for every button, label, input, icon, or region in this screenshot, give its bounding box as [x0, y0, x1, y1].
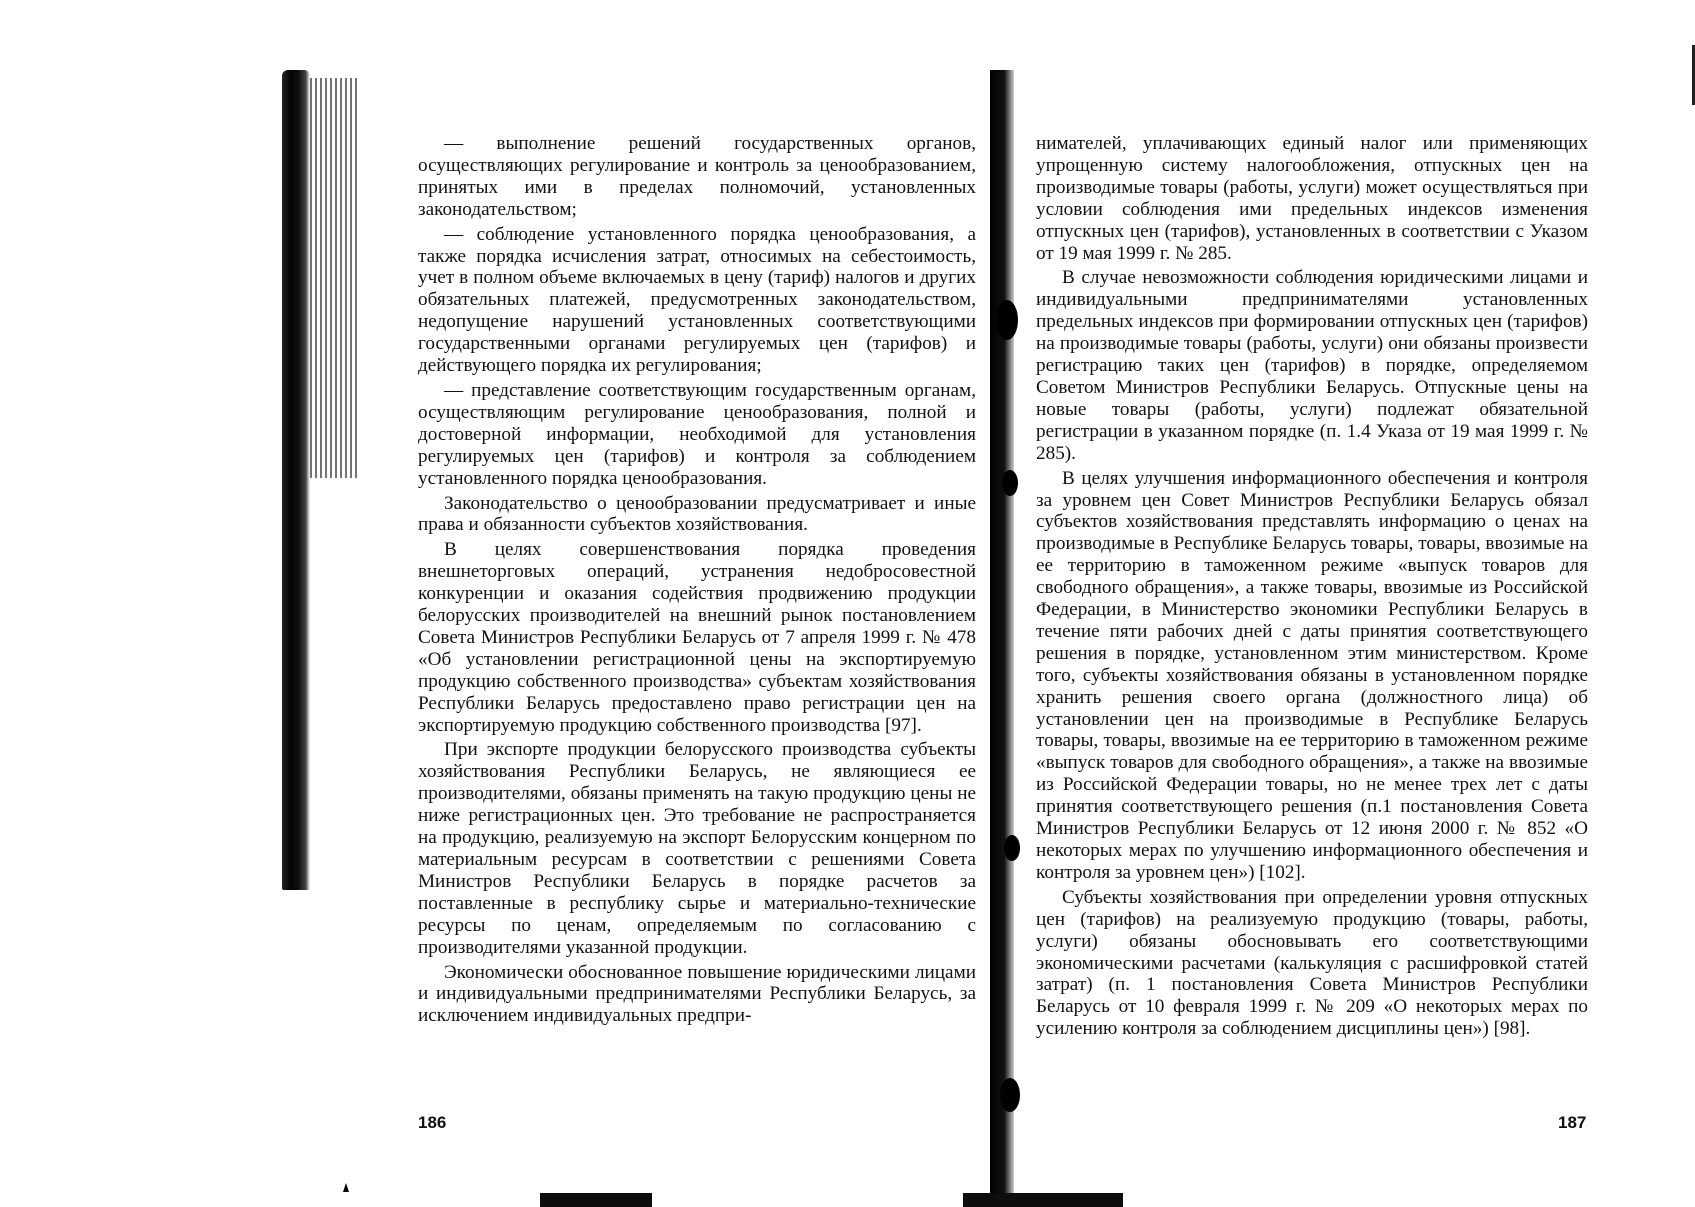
right-page — [990, 0, 1695, 1207]
paragraph: При экспорте продукции белорусского производства субъекты хозяйствования Республики Беларусь, не являющиеся ее производителями, обязаны применять на такую продукцию цены не ниже регистрационных цен. Это требование не распространяется на продукцию, реализуемую на экспорт Белорусским концерном по материальным ресурсам в соответствии с решениями Совета Министров Республики Беларусь в порядке расчетов за поставленные в республику сырье и материально-технические ресурсы по ценам, определяемым по согласованию с производителями указанной продукции. — [418, 739, 976, 958]
page-number: 187 — [1558, 1113, 1587, 1132]
left-page-text — [418, 133, 976, 1030]
paragraph: — выполнение решений государственных органов, осуществляющих регулирование и контроль за ценообразованием, принятых ими в пределах полномочий, установленных законодательством; — [418, 133, 976, 220]
page-number: 186 — [418, 1113, 447, 1132]
paragraph: — представление соответствующим государственным органам, осуществляющим регулирование ценообразования, полной и достоверной информации, необходимой для установления регулируемых цен (тарифов) и контроля за соблюдением установленного порядка ценообразования. — [418, 379, 976, 489]
paragraph: В целях улучшения информационного обеспечения и контроля за уровнем цен Совет Министров Республики Беларусь обязал субъектов хозяйствования представлять информацию о ценах на производимые в Республике Беларусь товары, товары, ввозимые на ее территорию в таможенном режиме «выпуск товаров для свободного обращения», а также товары, ввозимые из Российской Федерации, в Министерство экономики Республики Беларусь в течение пяти рабочих дней с даты принятия соответствующего решения в порядке, установленном этим министерством. Кроме того, субъекты хозяйствования обязаны в установленном порядке хранить решения своего органа (должностного лица) об установлении цен на производимые в Республике Беларусь товары, товары, ввозимые на ее территорию в таможенном режиме «выпуск товаров для свободного обращения», а также на ввозимые из Российской Федерации товары, но не менее трех лет с даты принятия соответствующего решения (п.1 постановления Совета Министров Республики Беларусь от 12 июня 2000 г. № 852 «О некоторых мерах по улучшению информационного обеспечения и контроля за уровнем цен») [102]. — [1036, 467, 1588, 883]
paragraph: — соблюдение установленного порядка ценообразования, а также порядка исчисления затрат, относимых на себестоимость, учет в полном объеме включаемых в цену (тариф) налогов и других обязательных платежей, предусмотренных законодательством, недопущение нарушений установленных соответствующими государственными органами регулируемых цен (тарифов) и действующего порядка их регулирования; — [418, 223, 976, 377]
paragraph: В случае невозможности соблюдения юридическими лицами и индивидуальными предпринимателями установленных предельных индексов при формировании отпускных цен (тарифов) на производимые товары (работы, услуги) они обязаны произвести регистрацию таких цен (тарифов) в порядке, определяемом Советом Министров Республики Беларусь. Отпускные цены на новые товары (работы, услуги) подлежат обязательной регистрации в указанном порядке (п. 1.4 Указа от 19 мая 1999 г. № 285). — [1036, 267, 1588, 464]
right-page-text — [1036, 133, 1588, 1043]
paragraph: Субъекты хозяйствования при определении уровня отпускных цен (тарифов) на реализуемую продукцию (товары, работы, услуги) обязаны обосновывать его соответствующими экономическими расчетами (калькуляция с расшифровкой статей затрат) (п. 1 постановления Совета Министров Республики Беларусь от 10 февраля 1999 г. № 209 «О некоторых мерах по усилению контроля за соблюдением дисциплины цен») [98]. — [1036, 886, 1588, 1040]
paragraph: Законодательство о ценообразовании предусматривает и иные права и обязанности субъектов хозяйствования. — [418, 492, 976, 536]
paragraph: Экономически обоснованное повышение юридическими лицами и индивидуальными предпринимателями Республики Беларусь, за исключением индивидуальных предпри- — [418, 961, 976, 1027]
paragraph: В целях совершенствования порядка проведения внешнеторговых операций, устранения недобросовестной конкуренции и оказания содействия продвижению продукции белорусских производителей на внешний рынок постановлением Совета Министров Республики Беларусь от 7 апреля 1999 г. № 478 «Об установлении регистрационной цены на экспортируемую продукцию собственного производства» субъектам хозяйствования Республики Беларусь предоставлено право регистрации цен на экспортируемую продукцию собственного производства [97]. — [418, 539, 976, 736]
paragraph: нимателей, уплачивающих единый налог или применяющих упрощенную систему налогообложения, отпускных цен на производимые товары (работы, услуги) может осуществляться при условии соблюдения ими предельных индексов изменения отпускных цен (тарифов), установленных в соответствии с Указом от 19 мая 1999 г. № 285. — [1036, 133, 1588, 264]
